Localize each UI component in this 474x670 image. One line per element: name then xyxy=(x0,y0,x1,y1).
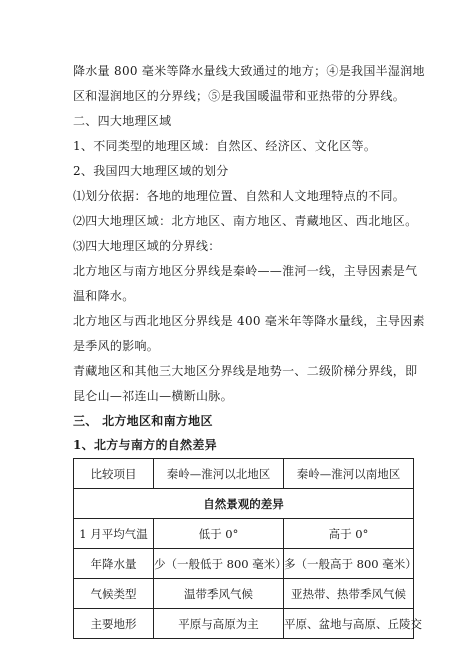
paragraph-line: 温和降水。 xyxy=(73,289,135,303)
table-header-cell: 秦岭—淮河以南地区 xyxy=(284,459,414,489)
paragraph-line: ⑵四大地理区域：北方地区、南方地区、青藏地区、西北地区。 xyxy=(73,214,418,228)
paragraph-line: 区和湿润地区的分界线；⑤是我国暖温带和亚热带的分界线。 xyxy=(73,89,406,103)
table-cell: 1 月平均气温 xyxy=(74,519,154,549)
table-span-title: 自然景观的差异 xyxy=(74,489,414,519)
subheading: 1、北方与南方的自然差异 xyxy=(73,438,217,452)
paragraph-line: 是季风的影响。 xyxy=(73,339,160,353)
table-cell: 亚热带、热带季风气候 xyxy=(284,579,414,609)
paragraph-line: 青藏地区和其他三大地区分界线是地势一、二级阶梯分界线，即 xyxy=(73,364,418,378)
table-cell: 多（一般高于 800 毫米） xyxy=(284,549,414,579)
paragraph-line: 1、不同类型的地理区域：自然区、经济区、文化区等。 xyxy=(73,139,377,153)
paragraph-line: 昆仑山—祁连山—横断山脉。 xyxy=(73,389,233,403)
paragraph-line: ⑶四大地理区域的分界线： xyxy=(73,239,221,253)
table-cell: 平原与高原为主 xyxy=(154,609,284,639)
table-cell: 主要地形 xyxy=(74,609,154,639)
paragraph-line: ⑴划分依据：各地的地理位置、自然和人文地理特点的不同。 xyxy=(73,189,406,203)
table-cell: 高于 0° xyxy=(284,519,414,549)
table-cell: 少（一般低于 800 毫米） xyxy=(154,549,284,579)
table-span-row xyxy=(74,489,414,519)
section-heading: 二、四大地理区域 xyxy=(73,114,172,128)
section-heading-3: 三、 北方地区和南方地区 xyxy=(73,414,213,428)
comparison-table xyxy=(73,458,422,639)
table-cell: 温带季风气候 xyxy=(154,579,284,609)
table-row xyxy=(74,579,414,609)
paragraph-line: 北方地区与南方地区分界线是秦岭——淮河一线，主导因素是气 xyxy=(73,264,418,278)
table-cell: 低于 0° xyxy=(154,519,284,549)
table-cell: 气候类型 xyxy=(74,579,154,609)
paragraph-line: 降水量 800 毫米等降水量线大致通过的地方；④是我国半湿润地 xyxy=(73,64,425,78)
table-row xyxy=(74,549,414,579)
table-row xyxy=(74,519,414,549)
table-cell: 年降水量 xyxy=(74,549,154,579)
paragraph-line: 北方地区与西北地区分界线是 400 毫米年等降水量线，主导因素 xyxy=(73,314,425,328)
table-header-cell: 比较项目 xyxy=(74,459,154,489)
table-row xyxy=(74,609,414,639)
table-header-cell: 秦岭—淮河以北地区 xyxy=(154,459,284,489)
paragraph-line: 2、我国四大地理区域的划分 xyxy=(73,164,229,178)
table-header-row xyxy=(74,459,414,489)
table-cell: 平原、盆地与高原、丘陵交 xyxy=(284,609,414,639)
